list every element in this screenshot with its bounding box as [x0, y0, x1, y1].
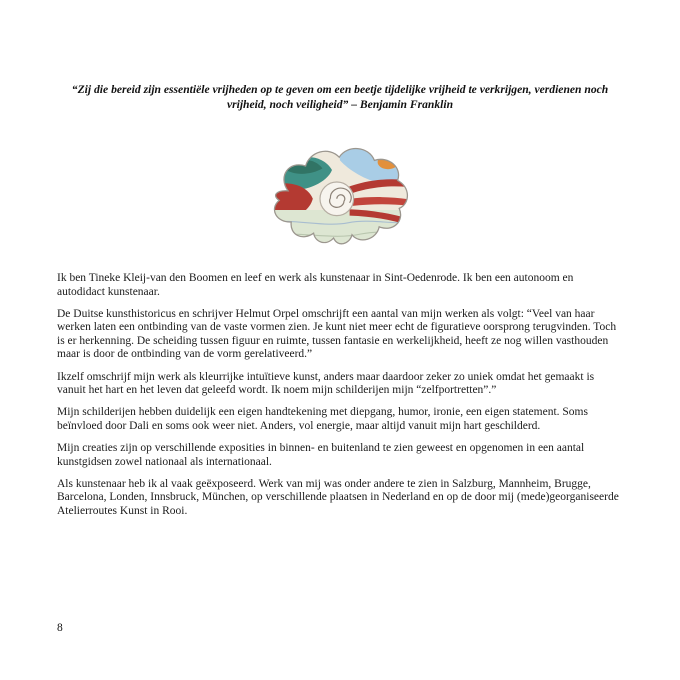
artwork-container [0, 130, 680, 258]
map-region [262, 210, 428, 256]
orange-cloud-shape [378, 155, 399, 169]
paragraph: De Duitse kunsthistoricus en schrijver Helmut Orpel omschrijft een aantal van mijn werken als volgt: “Veel van haar werken laten een ontbinding van de vaste vormen zien. Je kunt niet meer echt de figuratieve oorsprong terugvinden. Toch is er herkenning. De scheiding tussen figuur en ruimte, tussen fantasie en werkelijkheid, heeft ze nog willen vasthouden maar is door de ontbinding van de vorm gerelativeerd.” [57, 307, 617, 361]
paragraph: Mijn creaties zijn op verschillende exposities in binnen- en buitenland te zien geweest en opgenomen in een aantal kunstgidsen zowel nationaal als internationaal. [57, 441, 585, 468]
page-number: 8 [57, 622, 63, 634]
body-text [57, 272, 623, 518]
paragraph: Mijn schilderijen hebben duidelijk een eigen handtekening met diepgang, humor, ironie, een eigen statement. Soms beïnvloed door Dali en soms ook weer niet. Anders, vol energie, maar altijd vanuit mijn hart geschilderd. [57, 406, 588, 432]
paragraph: Ik ben Tineke Kleij-van den Boomen en leef en werk als kunstenaar in Sint-Oedenrode. Ik ben een autonoom en autodidact kunstenaar. [57, 272, 574, 298]
quote-text: “Zij die bereid zijn essentiële vrijheden op te geven om een beetje tijdelijke vrijheid te verkrijgen, verdienen noch vrijheid, noch veiligheid” – Benjamin Franklin [71, 83, 609, 111]
paragraph: Ikzelf omschrijf mijn werk als kleurrijke intuïtieve kunst, anders maar daardoor zeker zo uniek omdat het gemaakt is vanuit het hart en het leven dat geleefd wordt. Ik noem mijn schilderijen mijn “zelfportretten”.” [57, 370, 595, 397]
paragraph: Als kunstenaar heb ik al vaak geëxposeerd. Werk van mij was onder andere te zien in Salzburg, Mannheim, Brugge, Barcelona, Londen, Innsbruck, München, op verschillende plaatsen in Nederland en op de door mij (mede)georganiseerde Atelierroutes Kunst in Rooi. [57, 477, 619, 517]
sun-shape [399, 149, 407, 157]
brain-cloud-artwork [251, 130, 429, 258]
